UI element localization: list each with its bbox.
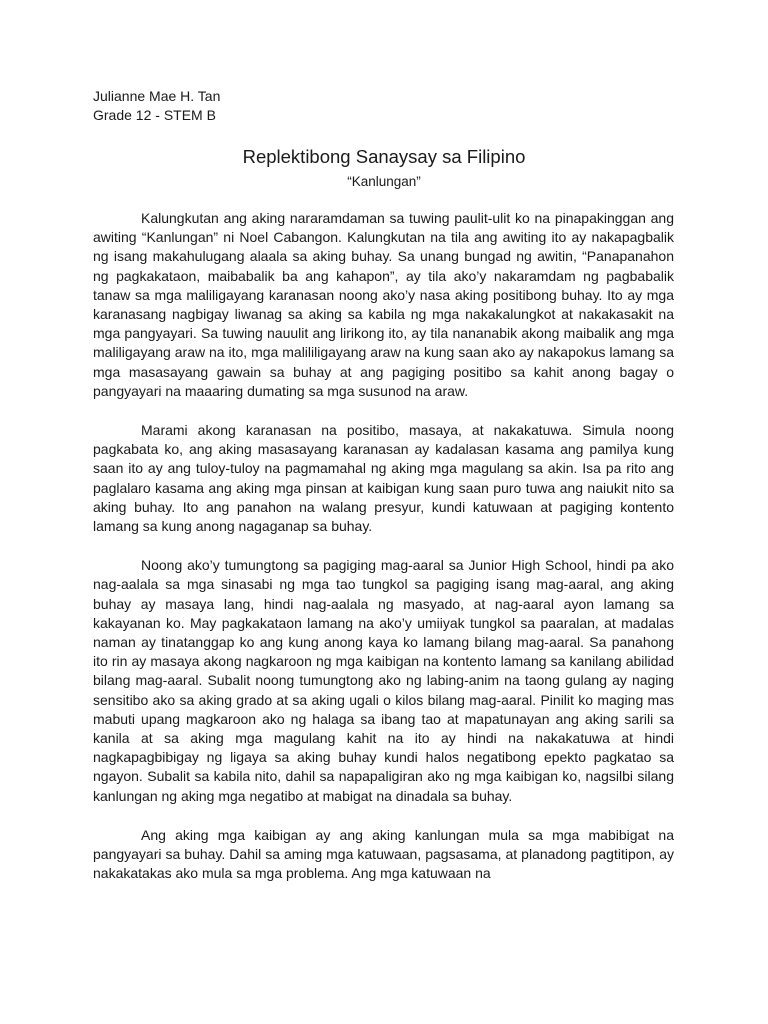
grade-section: Grade 12 - STEM B bbox=[93, 107, 216, 123]
essay-body bbox=[93, 209, 674, 904]
document-header bbox=[93, 87, 220, 125]
essay-subtitle: “Kanlungan” bbox=[347, 174, 421, 189]
essay-title: Replektibong Sanaysay sa Filipino bbox=[242, 146, 526, 167]
author-name: Julianne Mae H. Tan bbox=[93, 88, 221, 104]
paragraph-3: Noong ako’y tumungtong sa pagiging mag-aaral sa Junior High School, hindi pa ako nag-aalala sa mga sinasabi ng mga tao tungkol sa pagiging isang mag-aaral, ang aking buhay ay masaya lang, hindi nag-aalala ng masyado, at nag-aaral ayon lamang sa kakayanan ko. May pagkakataon lamang na ako’y umiiyak tungkol sa paaralan, at madalas naman ay tinatanggap ko ang kung anong kaya ko lamang bilang mag-aaral. Sa panahong ito rin ay masaya akong nagkaroon ng mga kaibigan na kontento lamang sa kanilang abilidad bilang mag-aaral. Subalit noong tumungtong ako ng labing-anim na taong gulang ay naging sensitibo ako sa aking grado at sa aking ugali o kilos bilang mag-aaral. Pinilit ko maging mas mabuti upang magkaroon ako ng halaga sa ibang tao at mapatunayan ang aking sarili sa kanila at sa aking mga magulang kahit na ito ay hindi na nakakatuwa at hindi nagkapagbibigay ng ligaya sa aking buhay kundi halos negatibong epekto pagkatao sa ngayon. Subalit sa kabila nito, dahil sa napapaligiran ako ng mga kaibigan ko, nagsilbi silang kanlungan ng aking mga negatibo at mabigat na dinadala sa buhay. bbox=[93, 557, 674, 804]
paragraph-4: Ang aking mga kaibigan ay ang aking kanlungan mula sa mga mabibigat na pangyayari sa buhay. Dahil sa aming mga katuwaan, pagsasama, at planadong pagtitipon, ay nakakatakas ako mula sa mga problema. Ang mga katuwaan na bbox=[93, 826, 674, 882]
paragraph-1: Kalungkutan ang aking nararamdaman sa tuwing paulit-ulit ko na pinapakinggan ang awiting “Kanlungan” ni Noel Cabangon. Kalungkutan na tila ang awiting ito ay nakapagbalik ng isang makahulugang alaala sa aking buhay. Sa unang bungad ng awitin, “Panapanahon ng pagkakataon, maibabalik ba ang kahapon”, ay tila ako’y nakaramdam ng pagbabalik tanaw sa mga maliligayang karanasan noong ako’y nasa aking positibong buhay. Ito ay mga karanasang nagbigay liwanag sa aking sa kabila ng mga nakakalungkot at nakakasakit na mga pangyayari. Sa tuwing nauulit ang lirikong ito, ay tila nananabik akong maibalik ang mga maliligayang araw na ito, mga malililigayang araw na kung saan ako ay nakapokus lamang sa mga masasayang gawain sa buhay at ang pagiging positibo sa kahit anong bagay o pangyayari na maaaring dumating sa mga susunod na araw. bbox=[93, 210, 674, 399]
paragraph-2: Marami akong karanasan na positibo, masaya, at nakakatuwa. Simula noong pagkabata ko, ang aking masasayang karanasan ay kadalasan kasama ang pamilya kung saan ito ay ang tuloy-tuloy na pagmamahal ng aking mga magulang sa akin. Isa pa rito ang paglalaro kasama ang aking mga pinsan at kaibigan kung saan puro tuwa ang naiukit nito sa aking buhay. Ito ang panahon na walang presyur, kundi katuwaan at pagiging kontento lamang sa kung anong nagaganap sa buhay. bbox=[93, 422, 674, 535]
